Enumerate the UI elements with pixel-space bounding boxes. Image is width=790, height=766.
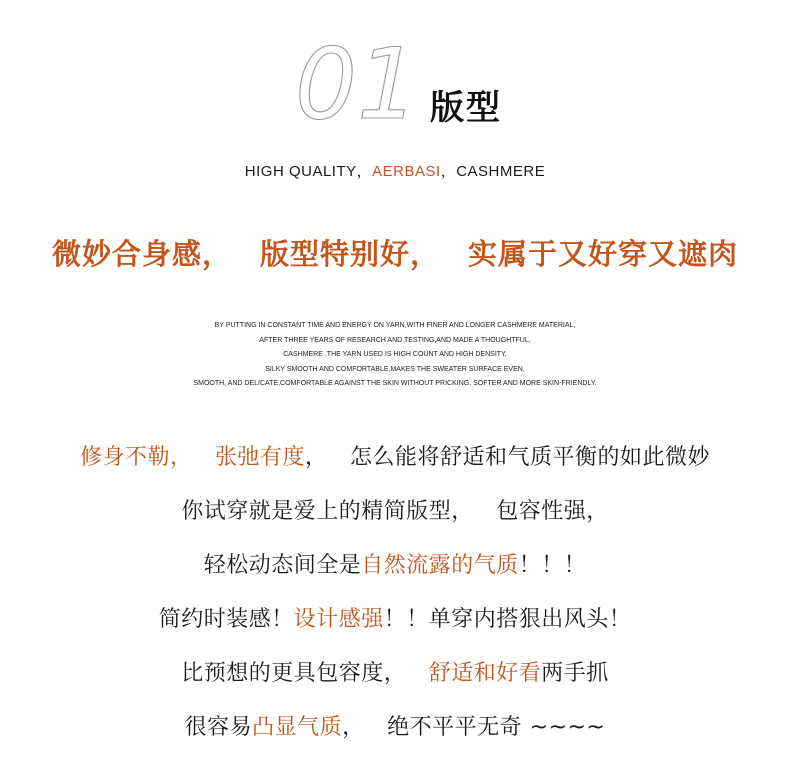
english-line: AFTER THREE YEARS OF RESEARCH AND TESTING,AND MADE A THOUGHTFUL, — [259, 336, 531, 344]
plain-text: ， 怎么能将舒适和气质平衡的如此微妙 — [305, 445, 710, 470]
headline — [0, 232, 790, 273]
english-line: SMOOTH, AND DELICATE,COMFORTABLE AGAINST THE SKIN WITHOUT PRICKING, SOFTER AND MORE SKIN-FRIENDLY. — [193, 380, 597, 388]
section-header — [0, 30, 790, 140]
brand-name: AERBASI — [372, 163, 441, 180]
body-line-4 — [0, 600, 790, 654]
highlight-text: 舒适和好看 — [428, 661, 542, 686]
headline-part-2: 版型特别好， — [259, 237, 440, 271]
plain-text: 简约时装感！ — [158, 607, 294, 632]
plain-text: 你试穿就是爱上的精简版型， 包容性强， — [181, 499, 609, 524]
headline-part-3: 实属于又好穿又遮肉 — [468, 237, 739, 271]
plain-text: 比预想的更具包容度， — [181, 661, 429, 686]
highlight-text: 自然流露的气质 — [361, 553, 519, 578]
body-line-2 — [0, 492, 790, 546]
body-line-6 — [0, 708, 790, 762]
body-line-3 — [0, 546, 790, 600]
subtitle-part-1: HIGH QUALITY， — [244, 163, 373, 180]
subtitle-part-2: ，CASHMERE — [440, 163, 546, 180]
plain-text: ！！！ — [518, 553, 587, 578]
english-line: SILKY SMOOTH AND COMFORTABLE,MAKES THE SWEATER SURFACE EVEN, — [265, 365, 525, 373]
body-line-1 — [0, 438, 790, 492]
subtitle — [0, 160, 790, 181]
english-line: BY PUTTING IN CONSTANT TIME AND ENERGY ON YARN,WITH FINER AND LONGER CASHMERE MATERIAL, — [214, 322, 576, 329]
headline-part-1: 微妙合身感， — [51, 237, 232, 271]
section-number-outline — [293, 30, 423, 130]
chinese-description — [0, 438, 790, 762]
highlight-text: 凸显气质 — [252, 715, 343, 740]
section-title: 版型 — [430, 88, 502, 128]
plain-text: ！！单穿内搭狠出风头！ — [383, 607, 632, 632]
highlight-text: 设计感强 — [293, 607, 384, 632]
plain-text: ， 绝不平平无奇 ~~~~ — [342, 715, 606, 740]
english-description — [0, 319, 790, 392]
section-number: 01 — [295, 30, 419, 130]
english-line: CASHMERE .THE YARN USED IS HIGH COUNT AND HIGH DENSITY, — [283, 351, 507, 359]
highlight-text: 修身不勒， — [80, 445, 193, 470]
plain-text: 两手抓 — [541, 661, 609, 686]
body-line-5 — [0, 654, 790, 708]
plain-text: 轻松动态间全是 — [203, 553, 362, 578]
highlight-text: 张弛有度 — [215, 445, 306, 470]
plain-text: 很容易 — [184, 715, 253, 740]
